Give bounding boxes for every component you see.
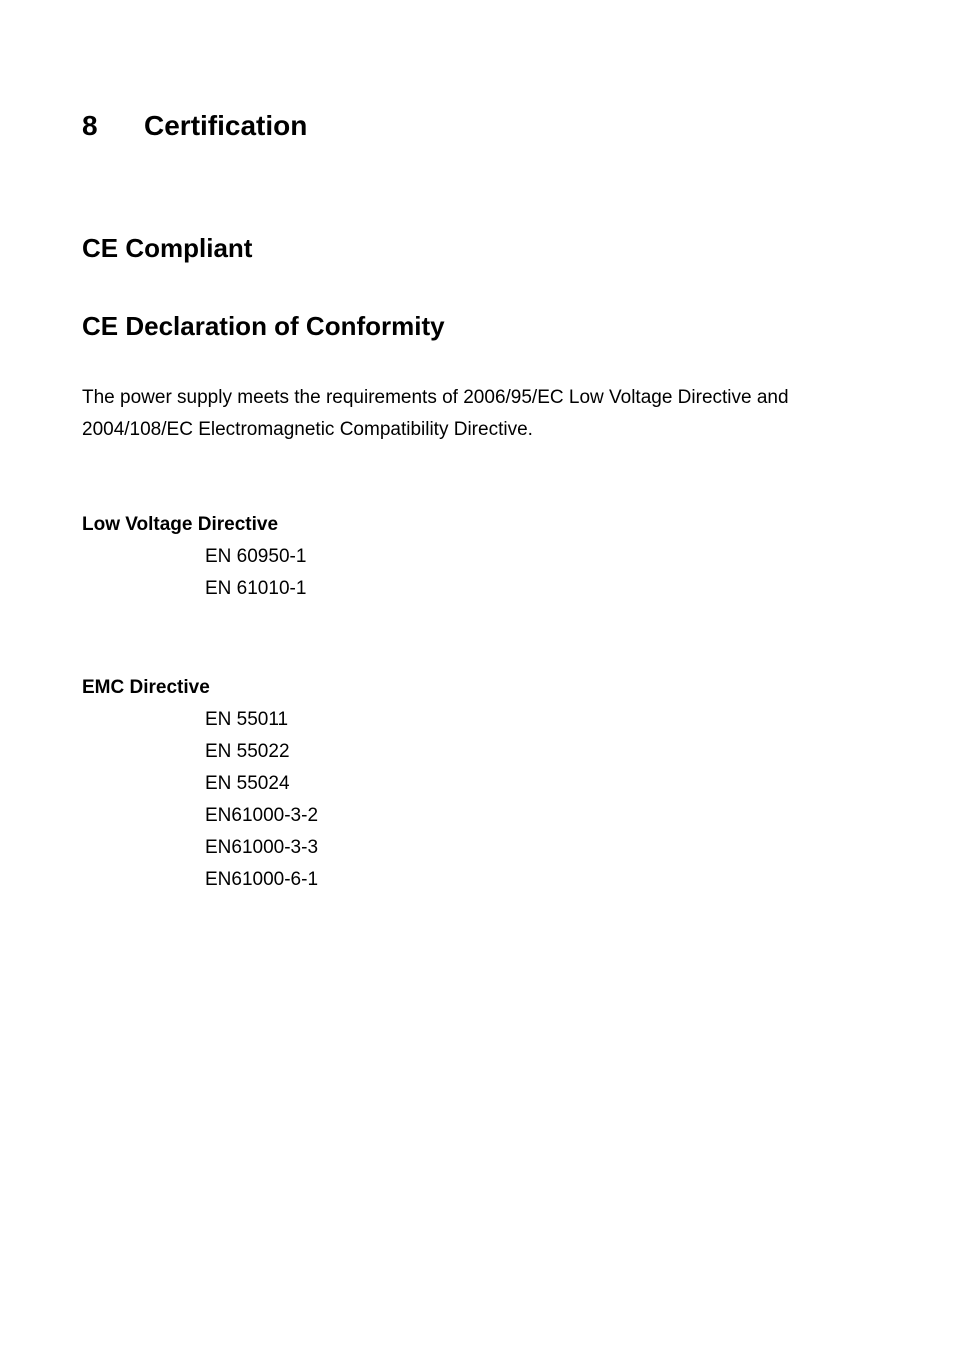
intro-paragraph [82,382,882,446]
standard-item: EN 60950-1 [205,546,307,567]
chapter-heading [82,108,307,144]
chapter-title: Certification [144,110,308,141]
emc-standards-list [205,704,318,896]
standard-item: EN 61010-1 [205,578,307,599]
standard-item: EN 55011 [205,709,289,730]
intro-line-2: 2004/108/EC Electromagnetic Compatibility Directive. [82,419,533,440]
standard-item: EN61000-3-3 [205,837,319,858]
standard-item: EN61000-3-2 [205,805,319,826]
low-voltage-directive-label: Low Voltage Directive [82,514,279,535]
emc-directive-label: EMC Directive [82,677,210,698]
ce-declaration-heading: CE Declaration of Conformity [82,311,445,341]
chapter-number: 8 [82,110,98,141]
standard-item: EN 55022 [205,741,290,762]
standard-item: EN61000-6-1 [205,869,319,890]
low-voltage-standards-list [205,541,306,605]
intro-line-1: The power supply meets the requirements of 2006/95/EC Low Voltage Directive and [82,387,789,408]
ce-compliant-heading: CE Compliant [82,233,253,263]
standard-item: EN 55024 [205,773,290,794]
